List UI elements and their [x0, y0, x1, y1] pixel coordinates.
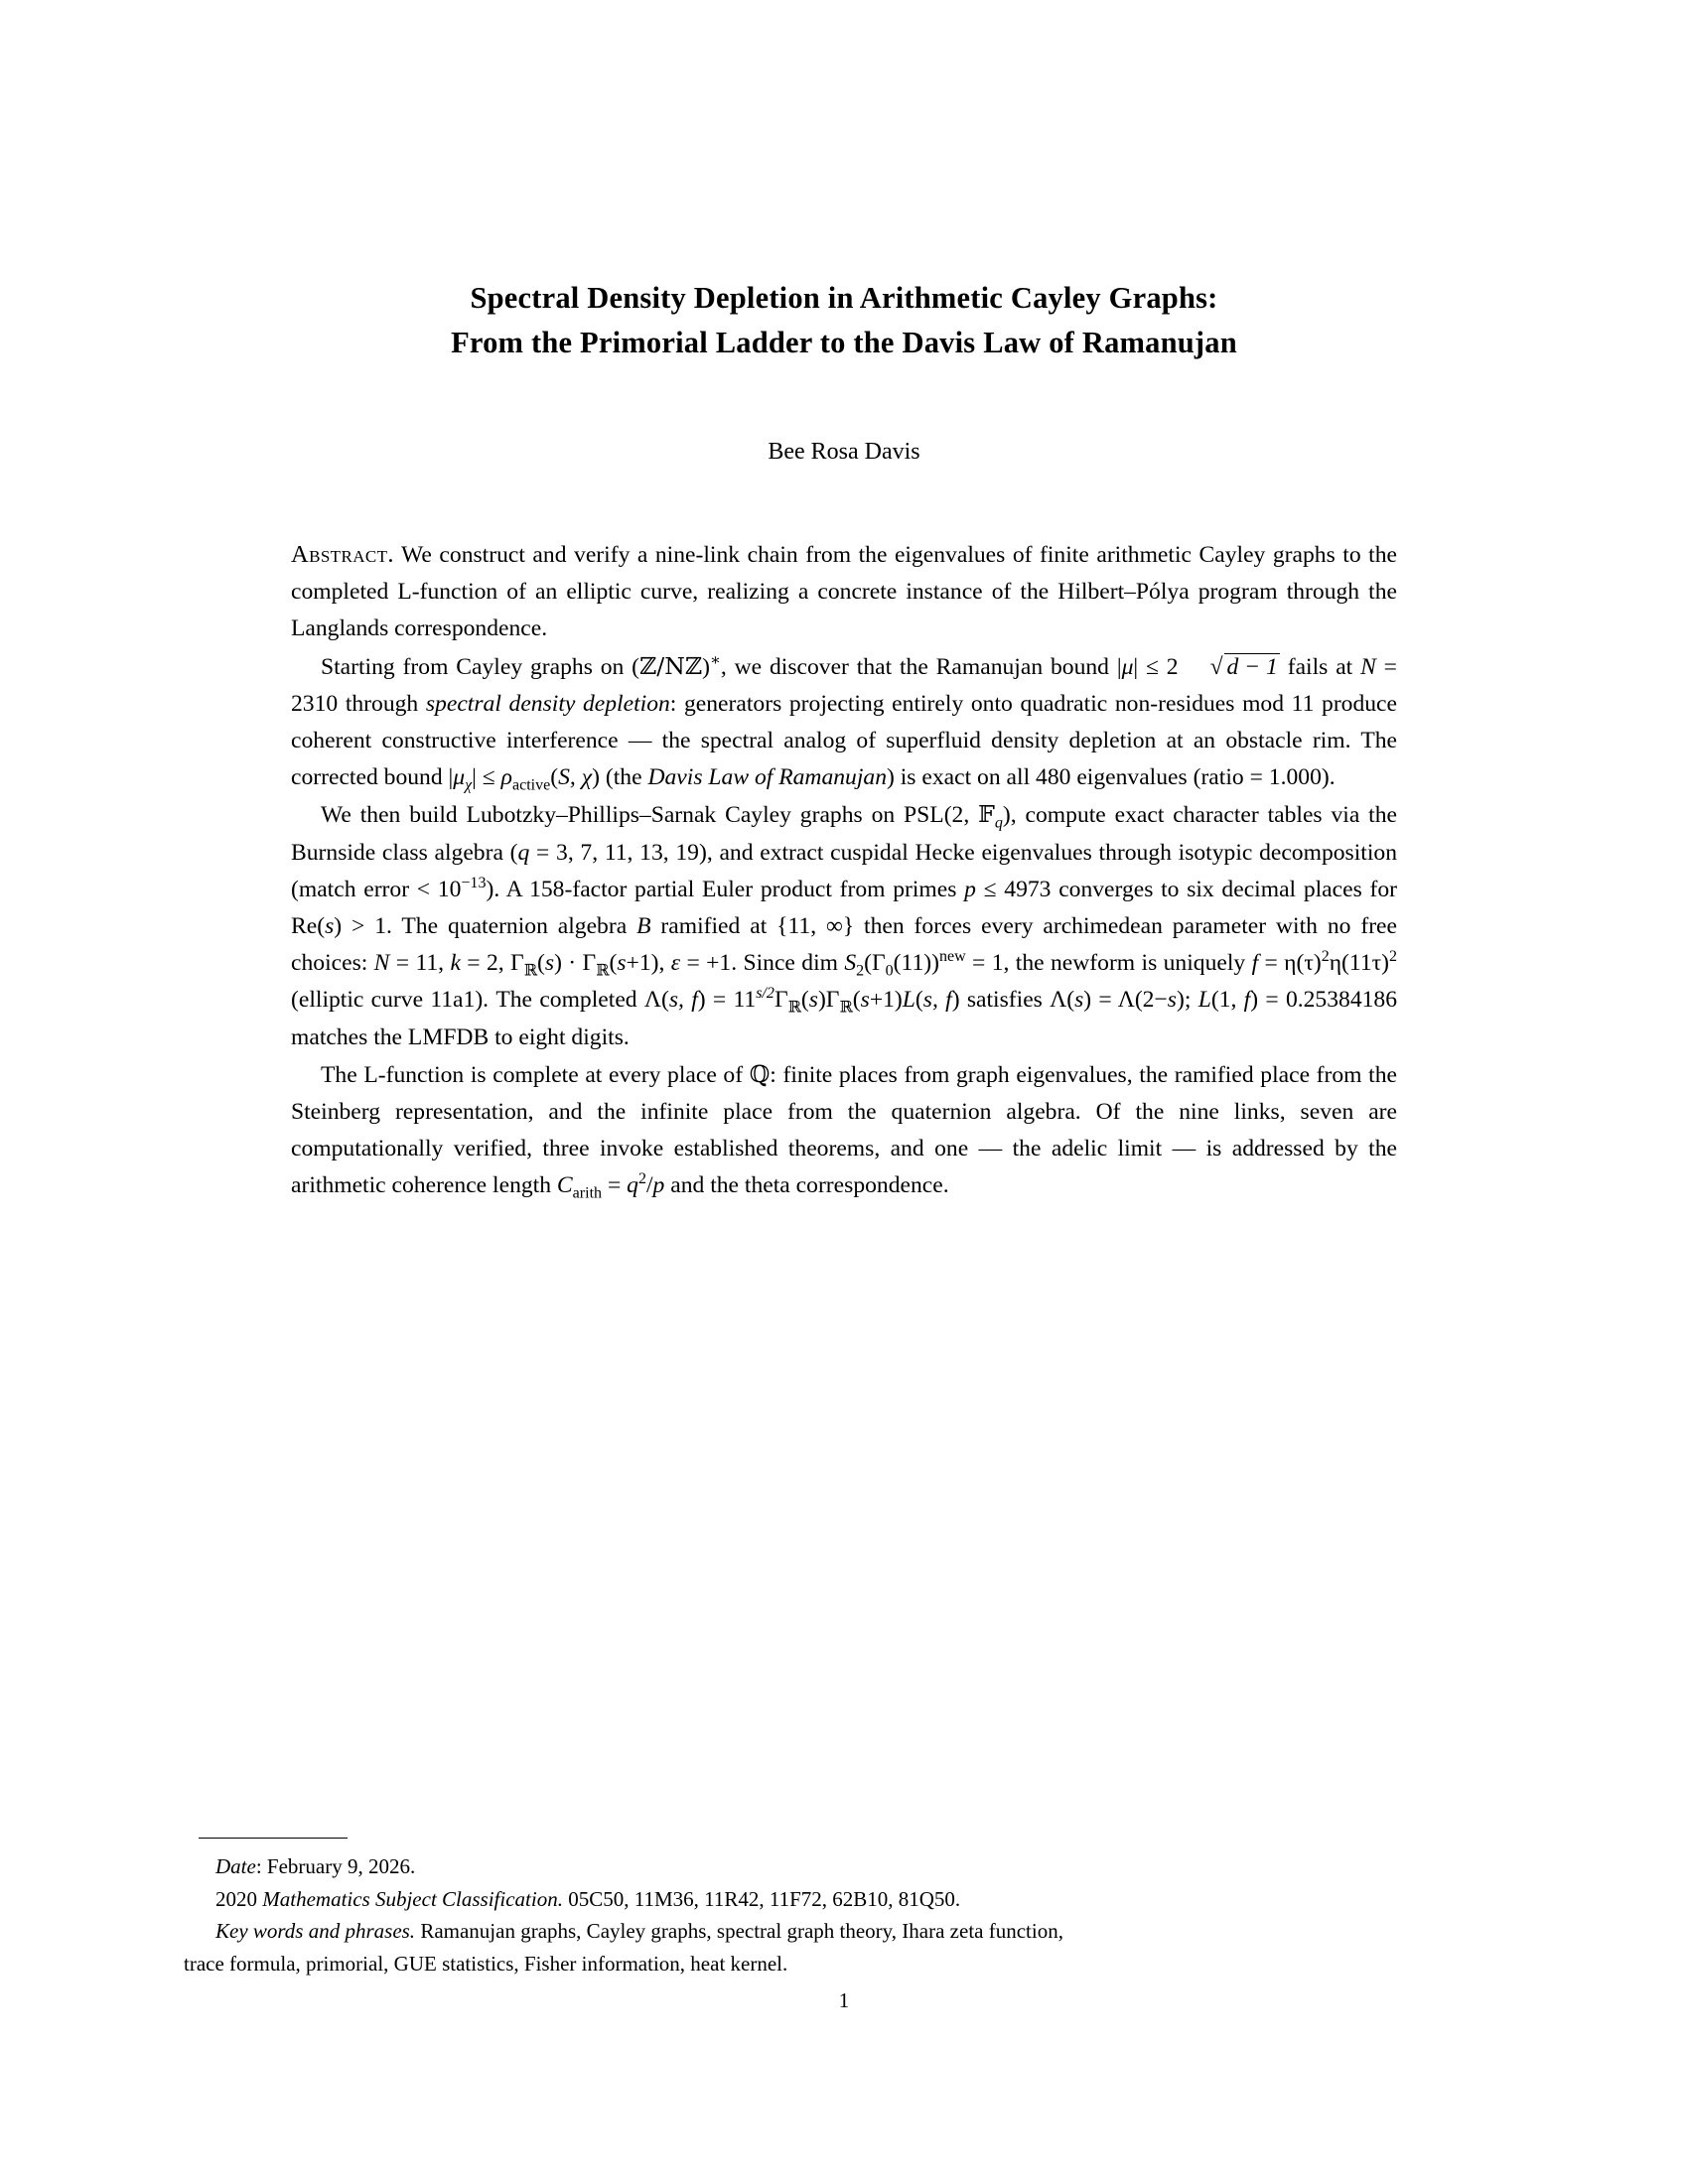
p2-sqrt: √ d − 1: [1209, 653, 1278, 680]
p2-seg-3: , we discover that the Ramanujan bound |: [720, 653, 1122, 680]
p3-seg-6: ) > 1. The quaternion algebra: [334, 913, 637, 940]
footnote-msc: [184, 1883, 1504, 1916]
p3-var-s9: s: [1167, 987, 1177, 1014]
p3-var-f: f: [1251, 950, 1259, 977]
footnote-msc-value: 05C50, 11M36, 11R42, 11F72, 62B10, 81Q50.: [562, 1886, 961, 1911]
footnote-msc-label: Mathematics Subject Classification.: [262, 1886, 563, 1911]
p3-var-s8: s: [1074, 987, 1084, 1014]
p4-var-C-sub: arith: [572, 1185, 603, 1203]
p3-seg-10: (: [537, 950, 545, 977]
p4-var-p2: p: [652, 1172, 665, 1199]
p3-seg-22: Γ: [774, 987, 788, 1014]
p3-seg-14: = +1. Since dim: [680, 950, 845, 977]
p2-seg-1: Starting from Cayley graphs on (: [321, 653, 640, 680]
p3-var-s7: s, f: [922, 987, 952, 1014]
p2-sqrt-radicand: d − 1: [1224, 653, 1280, 680]
p3-seg-27: (: [914, 987, 923, 1014]
p3-seg-12: (: [609, 950, 618, 977]
p3-seg-31: (1,: [1210, 987, 1244, 1014]
p3-gamma-sub-2: ℝ: [596, 960, 610, 980]
p3-var-S2: S: [844, 950, 857, 977]
p4-sup-2: 2: [637, 1170, 646, 1188]
p2-seg-9: (: [550, 764, 559, 791]
p3-var-s4: s, f: [668, 987, 698, 1014]
p2-mu-2: μ: [453, 764, 466, 791]
abstract-paragraph-1: [291, 536, 1397, 648]
p3-var-eps: ε: [670, 950, 681, 977]
p4-seg-1: The L-function is complete at every place of: [321, 1061, 750, 1088]
p3-var-B: B: [636, 913, 651, 940]
p4-seg-2: : finite places from graph eigenvalues, the ramified place from the Steinberg representation, and the infinite place from the quaternion algebra. Of the nine links, seven are computationally verified, three invoke established theorems, and one — the adelic limit — is addressed by the arithmetic coherence length: [291, 1061, 1397, 1199]
footnote-keywords-label: Key words and phrases.: [215, 1919, 416, 1943]
p3-seg-18: = η(τ): [1258, 950, 1322, 977]
p3-var-s: s: [325, 913, 335, 940]
p3-seg-13: +1),: [626, 950, 671, 977]
p3-var-p: p: [964, 876, 976, 902]
p3-var-L2: L: [1197, 987, 1211, 1014]
p2-var-S: S, χ: [558, 764, 593, 791]
p3-seg-20: (elliptic curve 11a1). The completed Λ(: [291, 987, 669, 1014]
p3-seg-26: +1): [869, 987, 903, 1014]
p3-sup-2a: 2: [1321, 948, 1330, 966]
p3-seg-4: ). A 158-factor partial Euler product from primes: [486, 876, 965, 902]
p3-seg-23: (: [800, 987, 809, 1014]
p2-italic-davis-law: Davis Law of Ramanujan: [647, 764, 887, 791]
p3-seg-17: = 1, the newform is uniquely: [965, 950, 1252, 977]
p3-seg-30: );: [1176, 987, 1198, 1014]
p3-seg-11: ) · Γ: [554, 950, 597, 977]
abstract-paragraph-2: [291, 648, 1397, 797]
p4-var-C: C: [556, 1172, 573, 1199]
p3-gamma-sub-4: ℝ: [839, 998, 853, 1018]
p3-seg-19: η(11τ): [1329, 950, 1389, 977]
p3-seg-21: ) = 11: [697, 987, 757, 1014]
abstract-paragraph-1-text: We construct and verify a nine-link chain from the eigenvalues of finite arithmetic Cayley graphs to the completed L-function of an elliptic curve, realizing a concrete instance of the Hilbert–Pólya program through the Langlands correspondence.: [291, 542, 1397, 642]
p3-seg-7: ramified at {11, ∞} then forces every archimedean parameter with no free choices:: [291, 913, 1397, 977]
abstract-section: [291, 536, 1397, 1205]
p3-seg-25: (: [852, 987, 861, 1014]
p2-seg-2: ): [702, 653, 710, 680]
abstract-label: Abstract.: [291, 541, 394, 568]
p3-field-fq: 𝔽: [978, 800, 995, 829]
p3-seg-29: ) = Λ(2−: [1083, 987, 1168, 1014]
p2-var-N: N: [1360, 653, 1376, 680]
footnote-msc-year: 2020: [215, 1886, 263, 1911]
p3-var-k: k: [450, 950, 461, 977]
p3-seg-16: (11)): [893, 950, 939, 977]
p2-mu: μ: [1121, 653, 1134, 680]
p3-seg-32: ) = 0.25384186 matches the LMFDB to eight digits.: [291, 987, 1398, 1050]
p4-var-q2: q: [627, 1172, 638, 1199]
p4-seg-3: =: [602, 1172, 628, 1199]
p4-seg-5: and the theta correspondence.: [664, 1172, 949, 1199]
footnote-date-value: : February 9, 2026.: [255, 1854, 416, 1878]
p3-var-s6: s: [860, 987, 870, 1014]
p3-field-fq-sub: q: [994, 815, 1003, 833]
p2-seg-5: fails at: [1279, 653, 1361, 680]
title-line-2: From the Primorial Ladder to the Davis Law of Ramanujan: [451, 326, 1237, 359]
p3-var-f2: f: [1243, 987, 1251, 1014]
p3-seg-15: (Γ: [864, 950, 886, 977]
p3-var-q: q: [517, 839, 530, 866]
footnote-keywords-value: Ramanujan graphs, Cayley graphs, spectral graph theory, Ihara zeta function,: [415, 1919, 1063, 1943]
p3-seg-3: = 3, 7, 11, 13, 19), and extract cuspidal Hecke eigenvalues through isotypic decomposition (match error < 10: [291, 839, 1397, 902]
p3-seg-2: ), compute exact character tables via the Burnside class algebra (: [291, 802, 1397, 866]
footnote-keywords: [184, 1915, 1504, 1948]
footnote-date: [184, 1850, 1504, 1883]
p2-seg-8: | ≤: [472, 764, 501, 791]
p3-seg-24: )Γ: [817, 987, 840, 1014]
p2-field-znz: ℤ/Nℤ: [639, 651, 703, 680]
p3-seg-8: = 11,: [389, 950, 451, 977]
p3-gamma-sub-3: ℝ: [787, 998, 801, 1018]
p2-rho-sub: active: [511, 776, 551, 794]
title-line-1: Spectral Density Depletion in Arithmetic Cayley Graphs:: [470, 281, 1218, 315]
p3-sup-2b: 2: [1388, 948, 1397, 966]
p3-sup-new: new: [938, 948, 966, 966]
p2-rho: ρ: [500, 764, 512, 791]
p2-seg-7: : generators projecting entirely onto quadratic non-residues mod 11 produce coherent constructive interference — the spectral analog of superfluid density depletion at an obstacle rim. The corrected bound |: [291, 690, 1398, 791]
p2-seg-4: | ≤ 2: [1133, 653, 1179, 680]
p3-seg-9: = 2, Γ: [460, 950, 524, 977]
footnote-divider: [199, 1838, 348, 1839]
p2-seg-6: = 2310 through: [291, 653, 1397, 717]
p4-seg-4: /: [645, 1172, 653, 1199]
p3-var-s2: s: [544, 950, 555, 977]
p3-var-N: N: [373, 950, 390, 977]
p3-gamma-sub-1: ℝ: [523, 960, 538, 980]
footnote-date-label: Date: [215, 1854, 256, 1878]
p3-var-L: L: [902, 987, 915, 1014]
abstract-paragraph-4: [291, 1056, 1397, 1205]
p2-italic-depletion: spectral density depletion: [425, 690, 670, 717]
footnote-block: [184, 1850, 1504, 1979]
page-number: 1: [838, 1988, 850, 2012]
p3-var-s3: s: [617, 950, 627, 977]
p3-seg-1: We then build Lubotzky–Phillips–Sarnak Cayley graphs on PSL(2,: [321, 802, 979, 829]
p3-seg-28: ) satisfies Λ(: [951, 987, 1075, 1014]
page-title: [291, 276, 1397, 365]
p3-var-S2-sub: 2: [856, 962, 865, 980]
p3-exp-13: −13: [461, 874, 487, 891]
abstract-paragraph-3: [291, 796, 1397, 1055]
p3-seg-5: ≤ 4973 converges to six decimal places for Re(: [291, 876, 1397, 940]
footnote-keywords-wrap: trace formula, primorial, GUE statistics, Fisher information, heat kernel.: [184, 1951, 788, 1976]
p4-field-Q: ℚ: [749, 1059, 771, 1088]
p3-var-s5: s: [808, 987, 818, 1014]
p2-mu-2-sub: χ: [465, 776, 473, 794]
p3-gamma0-sub: 0: [885, 962, 894, 980]
page-content: [291, 0, 1397, 1205]
author-name: Bee Rosa Davis: [768, 439, 920, 465]
p3-sup-s2: s/2: [756, 985, 774, 1003]
p2-seg-10: ) (the: [592, 764, 648, 791]
p2-seg-11: ) is exact on all 480 eigenvalues (ratio = 1.000).: [887, 764, 1336, 791]
p2-star: ∗: [709, 651, 721, 669]
